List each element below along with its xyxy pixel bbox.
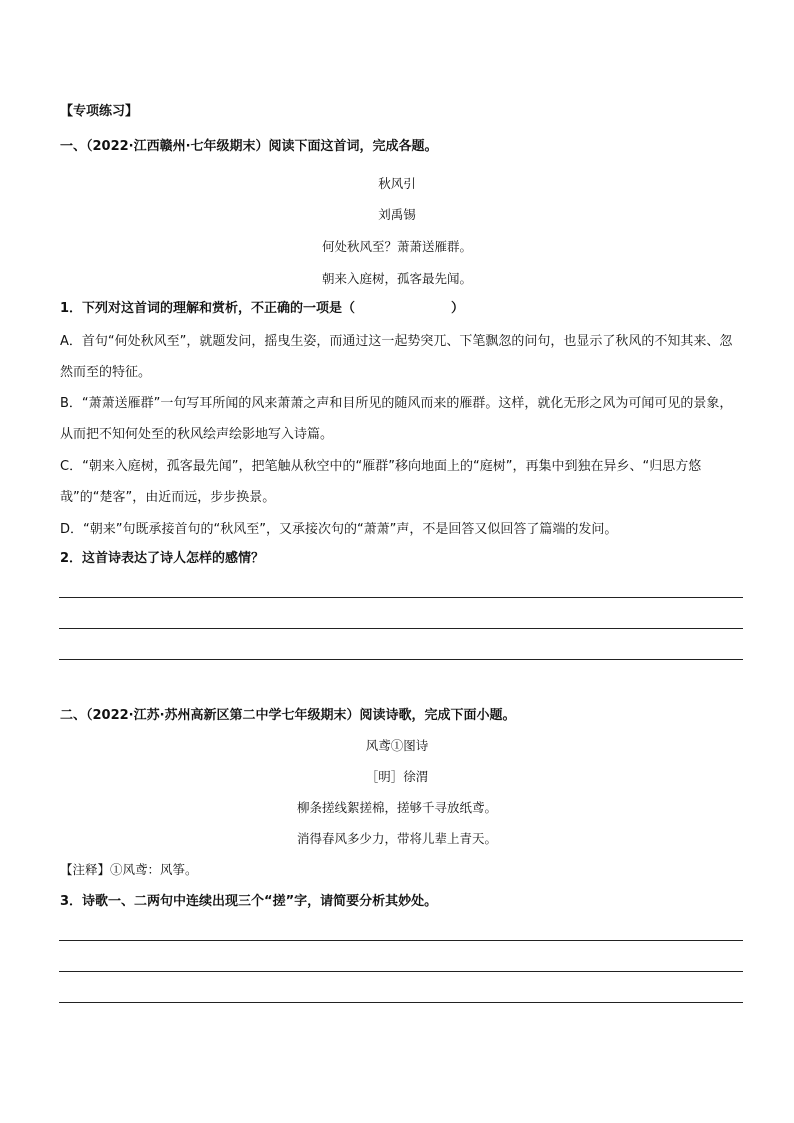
poem1-line-2: 朝来入庭树，孤客最先闻。 (321, 271, 472, 286)
q2-answer-line-1[interactable] (59, 597, 743, 598)
poem1-line-1: 何处秋风至？萧萧送雁群。 (321, 239, 472, 254)
poem1-author: 刘禹锡 (378, 207, 416, 222)
q3-answer-line-3[interactable] (59, 1002, 743, 1003)
q1-option-d: D．“朝来”句既承接首句的“秋风至”，又承接次句的“萧萧”声，不是回答又似回答了篇端的发问。 (60, 522, 618, 537)
poem2-note: 【注释】①风鸢：风筝。 (60, 862, 198, 877)
q1-option-b: B．“萧萧送雁群”一句写耳所闻的风来萧萧之声和目所见的随风而来的雁群。这样，就化无形之风为可闻可见的景象，从而把不知何处至的秋风绘声绘影地写入诗篇。 (60, 396, 733, 442)
q1-stem (60, 300, 464, 318)
q2-stem: 2．这首诗表达了诗人怎样的感情？ (60, 551, 265, 566)
q1-stem-text: 1．下列对这首词的理解和赏析，不正确的一项是（ (60, 301, 356, 316)
q3-answer-line-2[interactable] (59, 971, 743, 972)
section-title: 【专项练习】 (60, 104, 139, 119)
q1-option-c: C．“朝来入庭树，孤客最先闻”，把笔触从秋空中的“雁群”移向地面上的“庭树”，再集中到独在异乡、“归思方悠哉”的“楚客”，由近而远，步步换景。 (60, 459, 702, 505)
poem1-title: 秋风引 (378, 176, 416, 191)
poem2-line-1: 柳条搓线絮搓棉，搓够千寻放纸鸢。 (296, 800, 497, 815)
q1-option-a: A．首句“何处秋风至”，就题发问，摇曳生姿，而通过这一起势突兀、下笔飘忽的问句，也显示了秋风的不知其来、忽然而至的特征。 (60, 334, 733, 380)
part2-heading: 二、（2022·江苏·苏州高新区第二中学七年级期末）阅读诗歌，完成下面小题。 (60, 708, 516, 723)
q1-stem-close: ） (451, 301, 465, 316)
q2-answer-line-2[interactable] (59, 628, 743, 629)
q3-stem: 3．诗歌一、二两句中连续出现三个“搓”字，请简要分析其妙处。 (60, 894, 438, 909)
part1-heading: 一、（2022·江西赣州·七年级期末）阅读下面这首词，完成各题。 (60, 139, 438, 154)
q2-answer-line-3[interactable] (59, 659, 743, 660)
q3-answer-line-1[interactable] (59, 940, 743, 941)
poem2-title: 风鸢①图诗 (365, 738, 429, 753)
poem2-author: ［明］徐渭 (365, 769, 429, 784)
poem2-line-2: 消得春风多少力，带将儿辈上青天。 (296, 831, 497, 846)
